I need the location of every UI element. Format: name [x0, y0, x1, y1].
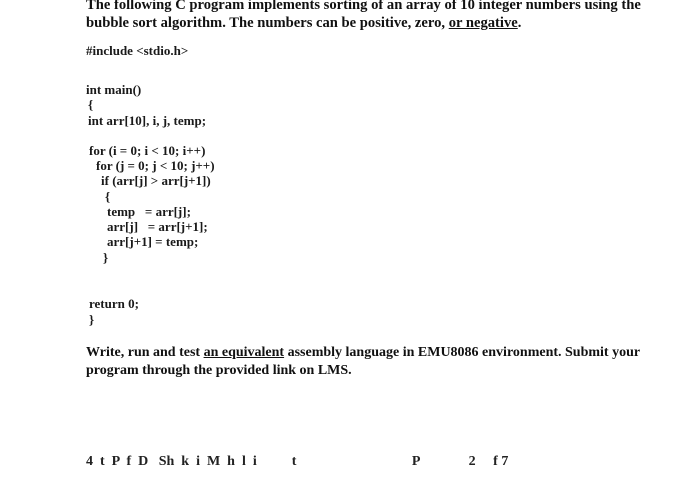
code-declaration: int arr[10], i, j, temp;: [88, 113, 207, 128]
code-inner-close-brace: }: [103, 250, 109, 265]
task-line-2: program through the provided link on LMS.: [86, 363, 352, 378]
task-line-1-end: assembly language in EMU8086 environment. Submit your: [284, 345, 641, 360]
code-include: #include <stdio.h>: [86, 43, 189, 58]
task-line-1: [86, 344, 646, 362]
intro-line-2-end: .: [517, 15, 522, 31]
task-underlined-phrase: an equivalent: [203, 345, 285, 360]
code-open-brace: {: [88, 97, 94, 112]
footer-cutoff-line: [86, 420, 509, 469]
task-paragraph: [86, 344, 646, 380]
code-close-brace: }: [89, 312, 95, 327]
code-if-condition: if (arr[j] > arr[j+1]): [101, 173, 211, 188]
intro-paragraph: [86, 0, 646, 32]
intro-underlined-phrase: or negative: [448, 15, 518, 31]
code-for-i: for (i = 0; i < 10; i++): [89, 143, 206, 158]
code-swap-2: arr[j] = arr[j+1];: [107, 219, 208, 234]
code-return: return 0;: [89, 296, 139, 311]
code-swap-3: arr[j+1] = temp;: [107, 234, 199, 249]
code-swap-1: temp = arr[j];: [107, 204, 191, 219]
code-main: int main(): [86, 82, 142, 97]
task-line-1-start: Write, run and test: [86, 345, 204, 360]
code-inner-open-brace: {: [105, 189, 111, 204]
footer-cutoff-text: 4 t P f D Sh k i M h l i t P 2 f 7: [86, 454, 509, 469]
intro-line-2: [86, 14, 646, 32]
intro-line-1: The following C program implements sorting of an array of 10 integer numbers using the: [86, 0, 641, 13]
intro-line-2-text: bubble sort algorithm. The numbers can be positive, zero,: [86, 15, 449, 31]
code-for-j: for (j = 0; j < 10; j++): [96, 158, 215, 173]
